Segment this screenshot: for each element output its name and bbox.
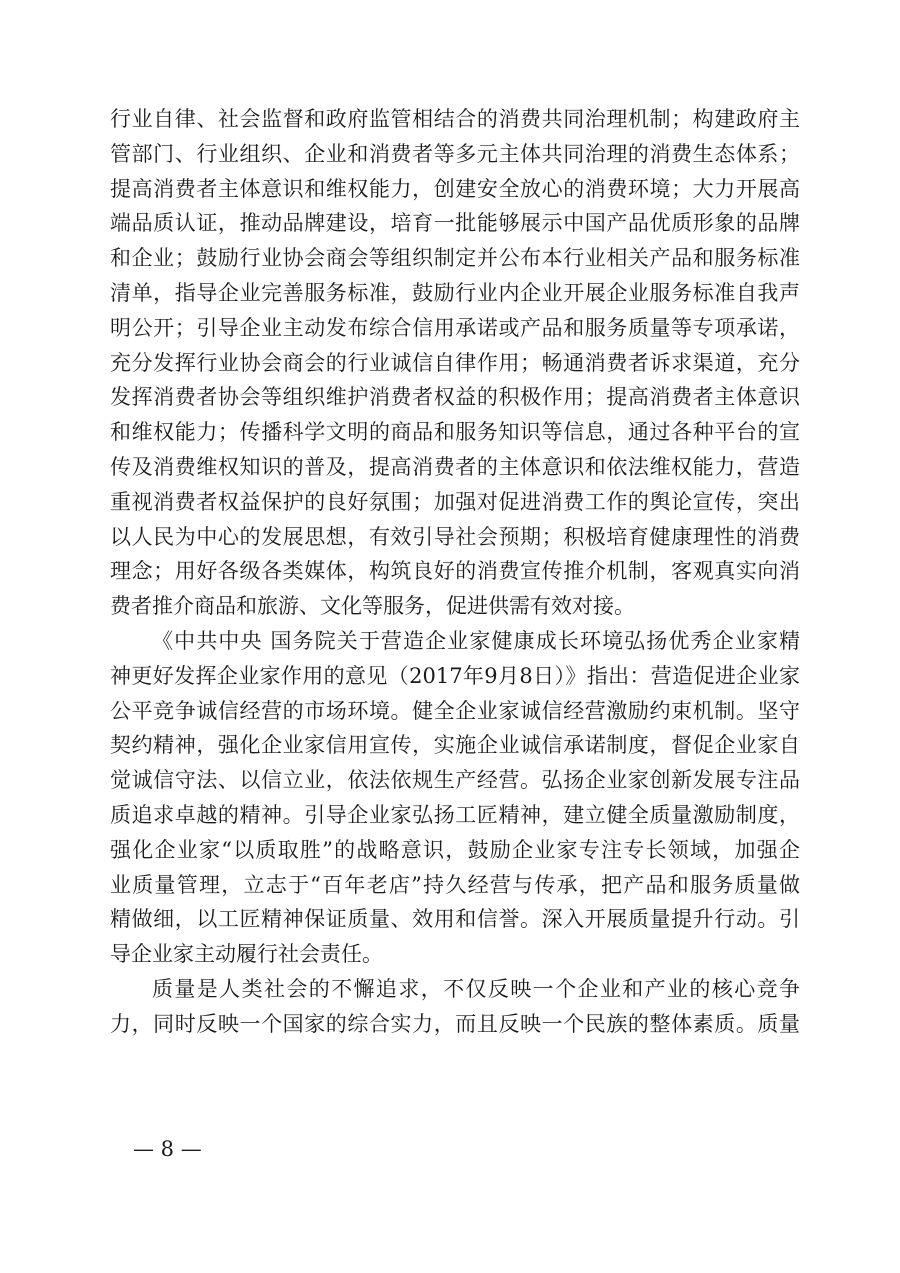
text-line: 强化企业家“以质取胜”的战略意识，鼓励企业家专注专长领域，加强企 bbox=[110, 837, 800, 862]
text-line: 发挥消费者协会等组织维护消费者权益的积极作用；提高消费者主体意识 bbox=[110, 385, 800, 410]
text-line: 费者推介商品和旅游、文化等服务，促进供需有效对接。 bbox=[110, 594, 635, 619]
text-line: 以人民为中心的发展思想，有效引导社会预期；积极培育健康理性的消费 bbox=[110, 524, 800, 549]
text-line: 行业自律、社会监督和政府监管相结合的消费共同治理机制；构建政府主 bbox=[110, 107, 800, 131]
text-line: 明公开；引导企业主动发布综合信用承诺或产品和服务质量等专项承诺， bbox=[110, 315, 800, 340]
text-line: 质追求卓越的精神。引导企业家弘扬工匠精神，建立健全质量激励制度， bbox=[110, 802, 800, 827]
text-line: 力，同时反映一个国家的综合实力，而且反映一个民族的整体素质。质量 bbox=[110, 1011, 800, 1036]
paragraph-2 bbox=[110, 624, 800, 972]
text-line: 觉诚信守法、以信立业，依法依规生产经营。弘扬企业家创新发展专注品 bbox=[110, 768, 800, 793]
text-line: 业质量管理，立志于“百年老店”持久经营与传承，把产品和服务质量做 bbox=[110, 872, 800, 897]
text-line: 理念；用好各级各类媒体，构筑良好的消费宣传推介机制，客观真实向消 bbox=[110, 559, 800, 584]
text-line: 和维权能力；传播科学文明的商品和服务知识等信息，通过各种平台的宣 bbox=[110, 420, 800, 445]
text-line: 传及消费维权知识的普及，提高消费者的主体意识和依法维权能力，营造 bbox=[110, 454, 800, 479]
text-line: 质量是人类社会的不懈追求，不仅反映一个企业和产业的核心竞争 bbox=[152, 976, 800, 1001]
text-line: 《中共中央 国务院关于营造企业家健康成长环境弘扬优秀企业家精 bbox=[152, 628, 800, 653]
text-line: 端品质认证，推动品牌建设，培育一批能够展示中国产品优质形象的品牌 bbox=[110, 211, 800, 236]
text-line: 提高消费者主体意识和维权能力，创建安全放心的消费环境；大力开展高 bbox=[110, 176, 800, 201]
paragraph-1 bbox=[110, 102, 800, 624]
text-line: 导企业家主动履行社会责任。 bbox=[110, 942, 383, 967]
text-line: 和企业；鼓励行业协会商会等组织制定并公布本行业相关产品和服务标准 bbox=[110, 246, 800, 271]
text-line: 重视消费者权益保护的良好氛围；加强对促进消费工作的舆论宣传，突出 bbox=[110, 489, 800, 514]
text-line: 公平竞争诚信经营的市场环境。健全企业家诚信经营激励约束机制。坚守 bbox=[110, 698, 800, 723]
text-line: 管部门、行业组织、企业和消费者等多元主体共同治理的消费生态体系； bbox=[110, 141, 800, 166]
text-line: 精做细，以工匠精神保证质量、效用和信誉。深入开展质量提升行动。引 bbox=[110, 907, 800, 932]
page-number: — 8 — bbox=[133, 1137, 202, 1161]
text-line: 契约精神，强化企业家信用宣传，实施企业诚信承诺制度，督促企业家自 bbox=[110, 733, 800, 758]
text-line: 神更好发挥企业家作用的意见（2017年9月8日）》指出：营造促进企业家 bbox=[110, 663, 800, 688]
paragraph-3 bbox=[110, 972, 800, 1042]
body-text bbox=[110, 102, 800, 1042]
text-line: 清单，指导企业完善服务标准，鼓励行业内企业开展企业服务标准自我声 bbox=[110, 280, 800, 305]
text-line: 充分发挥行业协会商会的行业诚信自律作用；畅通消费者诉求渠道，充分 bbox=[110, 350, 800, 375]
